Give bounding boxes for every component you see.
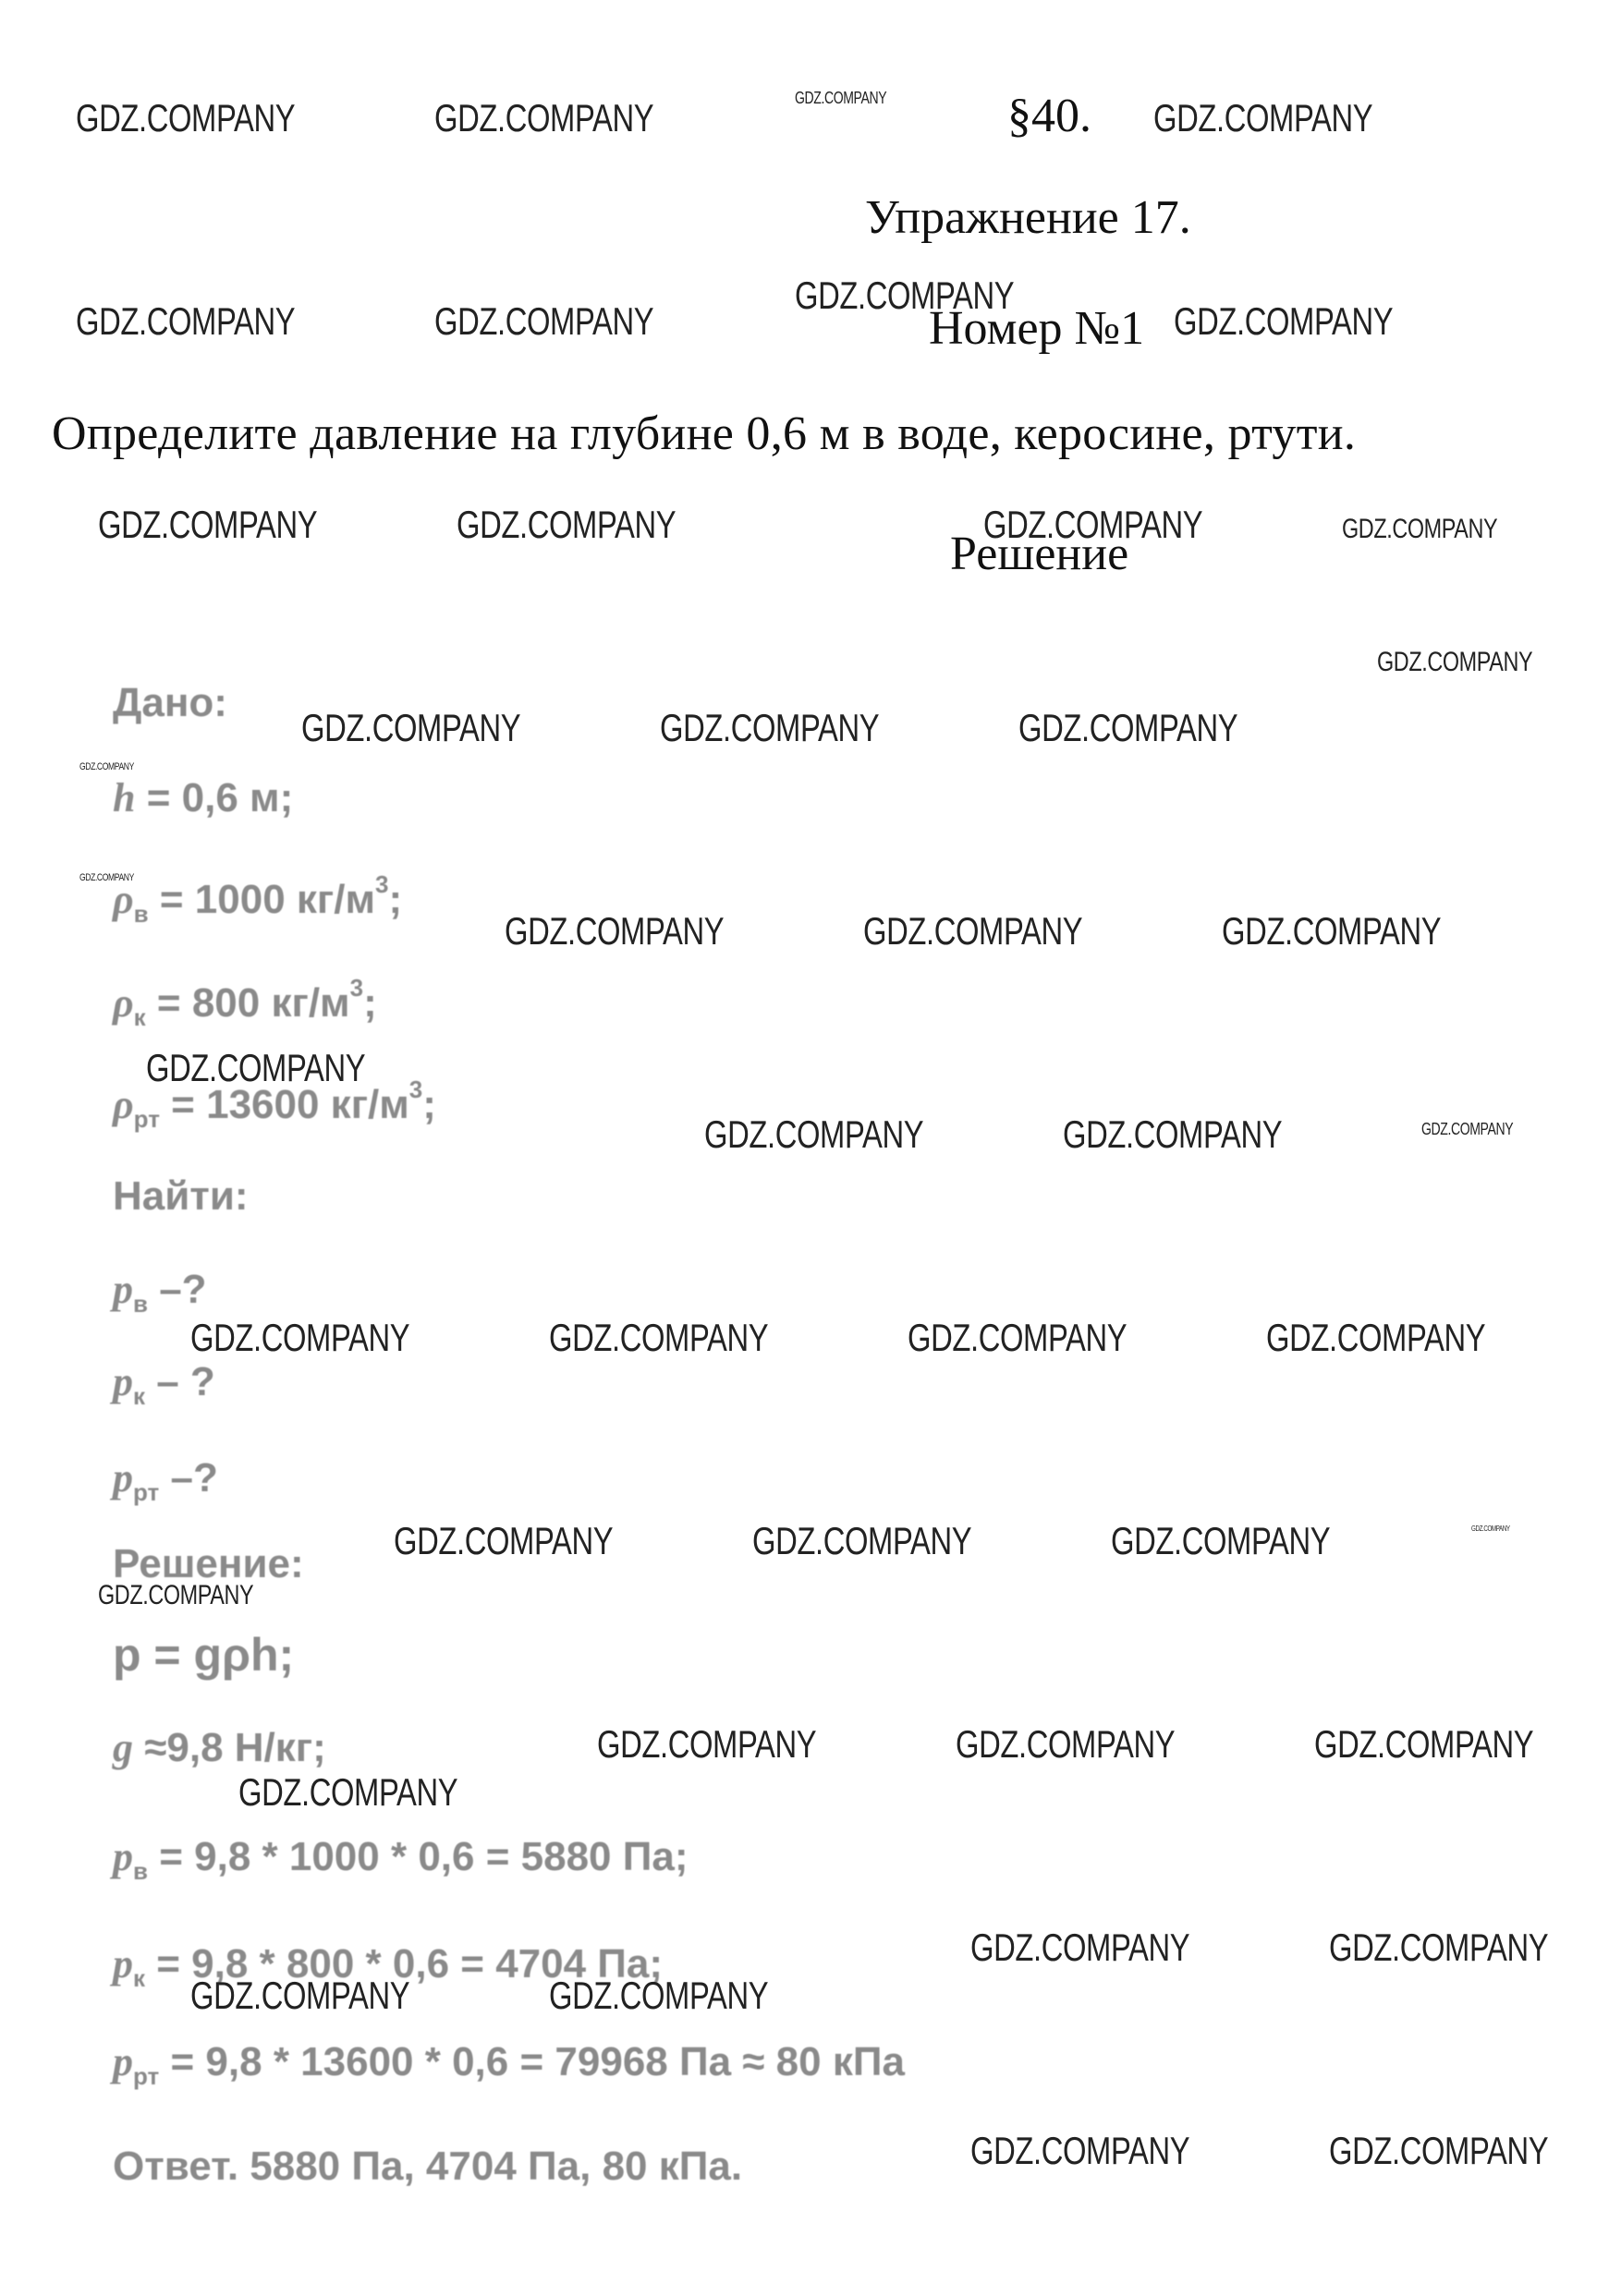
exercise-title: Упражнение 17. <box>865 191 1191 244</box>
watermark: GDZ.COMPANY <box>1266 1316 1486 1359</box>
g-symbol: g <box>113 1725 133 1770</box>
watermark: GDZ.COMPANY <box>549 1316 769 1359</box>
watermark: GDZ.COMPANY <box>795 89 887 107</box>
watermark: GDZ.COMPANY <box>863 909 1083 953</box>
rho-symbol: ρ <box>113 1082 134 1127</box>
watermark: GDZ.COMPANY <box>1314 1722 1534 1766</box>
watermark: GDZ.COMPANY <box>190 1974 410 2017</box>
watermark: GDZ.COMPANY <box>660 706 880 749</box>
watermark: GDZ.COMPANY <box>76 299 296 343</box>
find-p-kerosene <box>113 1358 215 1411</box>
rho-value: = 1000 кг/м <box>148 877 376 922</box>
watermark: GDZ.COMPANY <box>1153 96 1373 140</box>
p-subscript: рт <box>133 2061 160 2090</box>
p-subscript: в <box>133 1289 148 1318</box>
p-subscript: рт <box>133 1477 160 1506</box>
find-p-water <box>113 1266 207 1318</box>
watermark: GDZ.COMPANY <box>908 1316 1128 1359</box>
watermark: GDZ.COMPANY <box>956 1722 1176 1766</box>
p-subscript: в <box>133 1856 148 1885</box>
find-mark: – ? <box>145 1359 215 1404</box>
rho-end: ; <box>422 1082 436 1127</box>
rho-superscript: 3 <box>375 870 389 899</box>
watermark: GDZ.COMPANY <box>98 503 318 546</box>
watermark: GDZ.COMPANY <box>1421 1120 1514 1138</box>
watermark: GDZ.COMPANY <box>238 1770 458 1814</box>
watermark: GDZ.COMPANY <box>505 909 725 953</box>
rho-value: = 800 кг/м <box>145 980 350 1026</box>
watermark: GDZ.COMPANY <box>457 503 677 546</box>
watermark: GDZ.COMPANY <box>434 299 654 343</box>
calc-p-mercury <box>113 2038 905 2091</box>
watermark: GDZ.COMPANY <box>1063 1112 1283 1156</box>
given-rho-kerosene <box>113 974 377 1032</box>
g-rest: ≈9,8 Н/кг; <box>133 1725 326 1770</box>
p-symbol: p <box>113 1941 133 1986</box>
p-symbol: p <box>113 1455 133 1500</box>
find-mark: –? <box>147 1267 207 1312</box>
find-mark: –? <box>159 1455 218 1500</box>
calc-value: = 9,8 * 1000 * 0,6 = 5880 Па; <box>147 1834 689 1879</box>
rho-end: ; <box>388 877 403 922</box>
given-label: Дано: <box>113 680 227 725</box>
watermark: GDZ.COMPANY <box>1222 909 1442 953</box>
rho-superscript: 3 <box>349 974 364 1002</box>
watermark: GDZ.COMPANY <box>549 1974 769 2017</box>
p-subscript: к <box>133 1963 146 1992</box>
solution-label: Решение: <box>113 1541 304 1586</box>
watermark: GDZ.COMPANY <box>434 96 654 140</box>
watermark: GDZ.COMPANY <box>1342 514 1498 544</box>
watermark: GDZ.COMPANY <box>983 503 1203 546</box>
watermark: GDZ.COMPANY <box>146 1046 366 1089</box>
watermark: GDZ.COMPANY <box>752 1519 972 1562</box>
find-label: Найти: <box>113 1173 249 1219</box>
watermark: GDZ.COMPANY <box>704 1112 924 1156</box>
g-value <box>113 1724 326 1771</box>
calc-p-water <box>113 1833 689 1886</box>
watermark: GDZ.COMPANY <box>79 761 134 772</box>
watermark: GDZ.COMPANY <box>1377 647 1533 677</box>
watermark: GDZ.COMPANY <box>1329 1925 1549 1969</box>
watermark: GDZ.COMPANY <box>795 273 1015 317</box>
p-symbol: p <box>113 2039 133 2084</box>
formula: p = gρh; <box>113 1629 295 1681</box>
given-h <box>113 774 293 821</box>
rho-symbol: ρ <box>113 980 134 1026</box>
rho-value: = 13600 кг/м <box>159 1082 409 1127</box>
given-rho-water <box>113 870 403 929</box>
watermark: GDZ.COMPANY <box>1174 299 1394 343</box>
problem-number: Номер №1 <box>929 302 1145 355</box>
rho-superscript: 3 <box>408 1075 423 1104</box>
watermark: GDZ.COMPANY <box>1018 706 1238 749</box>
rho-subscript: в <box>133 899 149 928</box>
p-symbol: p <box>113 1359 133 1404</box>
watermark: GDZ.COMPANY <box>98 1580 254 1610</box>
watermark: GDZ.COMPANY <box>79 872 134 883</box>
h-symbol: h <box>113 775 136 820</box>
find-p-mercury <box>113 1454 218 1507</box>
answer: Ответ. 5880 Па, 4704 Па, 80 кПа. <box>113 2144 743 2189</box>
watermark: GDZ.COMPANY <box>1329 2129 1549 2172</box>
p-symbol: p <box>113 1834 133 1879</box>
p-subscript: к <box>133 1381 146 1410</box>
watermark: GDZ.COMPANY <box>970 2129 1190 2172</box>
watermark: GDZ.COMPANY <box>394 1519 614 1562</box>
calc-value: = 9,8 * 13600 * 0,6 = 79968 Па ≈ 80 кПа <box>159 2039 905 2084</box>
rho-end: ; <box>363 980 377 1026</box>
watermark: GDZ.COMPANY <box>1471 1525 1510 1533</box>
watermark: GDZ.COMPANY <box>190 1316 410 1359</box>
solution-heading: Решение <box>950 528 1129 580</box>
watermark: GDZ.COMPANY <box>1111 1519 1331 1562</box>
rho-symbol: ρ <box>113 877 134 922</box>
task-text: Определите давление на глубине 0,6 м в воде, керосине, ртути. <box>52 407 1357 460</box>
p-symbol: p <box>113 1267 133 1312</box>
watermark: GDZ.COMPANY <box>597 1722 817 1766</box>
rho-subscript: к <box>133 1002 146 1031</box>
watermark: GDZ.COMPANY <box>301 706 521 749</box>
h-value: = 0,6 м; <box>135 775 294 820</box>
watermark: GDZ.COMPANY <box>76 96 296 140</box>
section-number: §40. <box>1007 90 1091 142</box>
calc-value: = 9,8 * 800 * 0,6 = 4704 Па; <box>145 1941 664 1986</box>
watermark: GDZ.COMPANY <box>970 1925 1190 1969</box>
rho-subscript: рт <box>133 1104 160 1133</box>
